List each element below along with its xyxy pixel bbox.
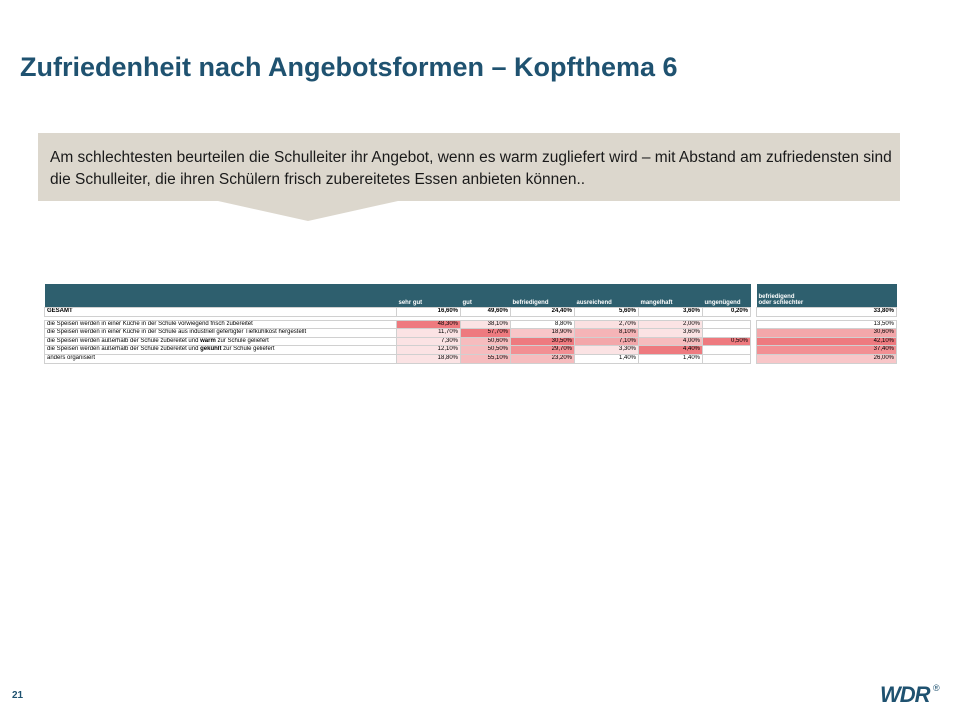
summary-cell: 13,50% — [757, 320, 897, 329]
table-cell: 3,30% — [575, 346, 639, 355]
wdr-logo: WDR — [880, 682, 930, 707]
table-cell: 8,80% — [511, 320, 575, 329]
table-cell: 0,50% — [703, 337, 751, 346]
table-cell: 2,70% — [575, 320, 639, 329]
table-row — [45, 337, 897, 346]
table-cell: 38,10% — [461, 320, 511, 329]
table-cell: 3,60% — [639, 308, 703, 317]
row-label: GESAMT — [45, 308, 397, 317]
callout-box — [38, 133, 900, 201]
summary-cell: 30,60% — [757, 329, 897, 338]
table-cell: 4,40% — [639, 346, 703, 355]
col-header: befriedigend — [511, 284, 575, 308]
table-cell: 7,30% — [397, 337, 461, 346]
summary-header-line2: oder schlechter — [758, 300, 804, 306]
table-cell: 49,60% — [461, 308, 511, 317]
satisfaction-table — [44, 284, 897, 364]
col-header: gut — [461, 284, 511, 308]
table-cell: 4,00% — [639, 337, 703, 346]
registered-mark: ® — [933, 683, 940, 693]
page-number: 21 — [12, 690, 24, 701]
table-cell: 18,80% — [397, 354, 461, 363]
row-label-part: die Speisen werden außerhalb der Schule zubereitet und — [47, 337, 201, 344]
summary-header — [757, 284, 897, 308]
table-row — [45, 320, 897, 329]
summary-cell: 33,80% — [757, 308, 897, 317]
row-label: anders organisiert — [45, 354, 397, 363]
table-cell: 29,70% — [511, 346, 575, 355]
table-cell: 48,30% — [397, 320, 461, 329]
table-cell: 57,70% — [461, 329, 511, 338]
table-cell: 0,20% — [703, 308, 751, 317]
row-label-emphasis: warm — [200, 337, 216, 344]
table-row — [45, 329, 897, 338]
summary-header-line1: befriedigend — [758, 294, 795, 300]
table-cell — [703, 346, 751, 355]
table-cell: 5,60% — [575, 308, 639, 317]
label-header — [45, 284, 397, 308]
table-row-total — [45, 308, 897, 317]
table-row — [45, 346, 897, 355]
table-header-row — [45, 284, 897, 308]
table-cell: 16,60% — [397, 308, 461, 317]
row-label-part: zur Schule geliefert — [221, 346, 275, 353]
table-cell: 30,50% — [511, 337, 575, 346]
table-cell: 50,50% — [461, 346, 511, 355]
table-cell: 2,00% — [639, 320, 703, 329]
table-cell — [703, 329, 751, 338]
summary-cell: 42,10% — [757, 337, 897, 346]
table-cell: 7,10% — [575, 337, 639, 346]
table-cell: 3,60% — [639, 329, 703, 338]
summary-cell: 26,00% — [757, 354, 897, 363]
table-cell — [703, 320, 751, 329]
row-label — [45, 337, 397, 346]
row-label-part: die Speisen werden außerhalb der Schule zubereitet und — [47, 346, 201, 353]
col-header: ausreichend — [575, 284, 639, 308]
table-cell: 8,10% — [575, 329, 639, 338]
table-cell: 18,90% — [511, 329, 575, 338]
callout-pointer — [218, 201, 398, 221]
table-cell: 24,40% — [511, 308, 575, 317]
page-title: Zufriedenheit nach Angebotsformen – Kopfthema 6 — [20, 52, 678, 82]
table-cell: 50,60% — [461, 337, 511, 346]
table-cell — [703, 354, 751, 363]
table-row — [45, 354, 897, 363]
table-cell: 1,40% — [639, 354, 703, 363]
col-header: ungenügend — [703, 284, 751, 308]
row-label — [45, 346, 397, 355]
table-cell: 12,10% — [397, 346, 461, 355]
col-header: sehr gut — [397, 284, 461, 308]
row-label: die Speisen werden in einer Küche in der Schule aus industriell gefertigter Tiefkühlkost hergestellt — [45, 329, 397, 338]
row-label-emphasis: gekühlt — [200, 346, 222, 353]
summary-cell: 37,40% — [757, 346, 897, 355]
row-label-part: zur Schule geliefert — [215, 337, 269, 344]
table-cell: 23,20% — [511, 354, 575, 363]
table-cell: 1,40% — [575, 354, 639, 363]
table-cell: 11,70% — [397, 329, 461, 338]
callout-text: Am schlechtesten beurteilen die Schulleiter ihr Angebot, wenn es warm zugliefert wird – mit Abstand am zufriedensten sind die Schulleiter, die ihren Schülern frisch zubereitetes Essen anbieten können.. — [50, 149, 892, 188]
row-label: die Speisen werden in einer Küche in der Schule vorwiegend frisch zubereitet — [45, 320, 397, 329]
col-header: mangelhaft — [639, 284, 703, 308]
table-cell: 55,10% — [461, 354, 511, 363]
